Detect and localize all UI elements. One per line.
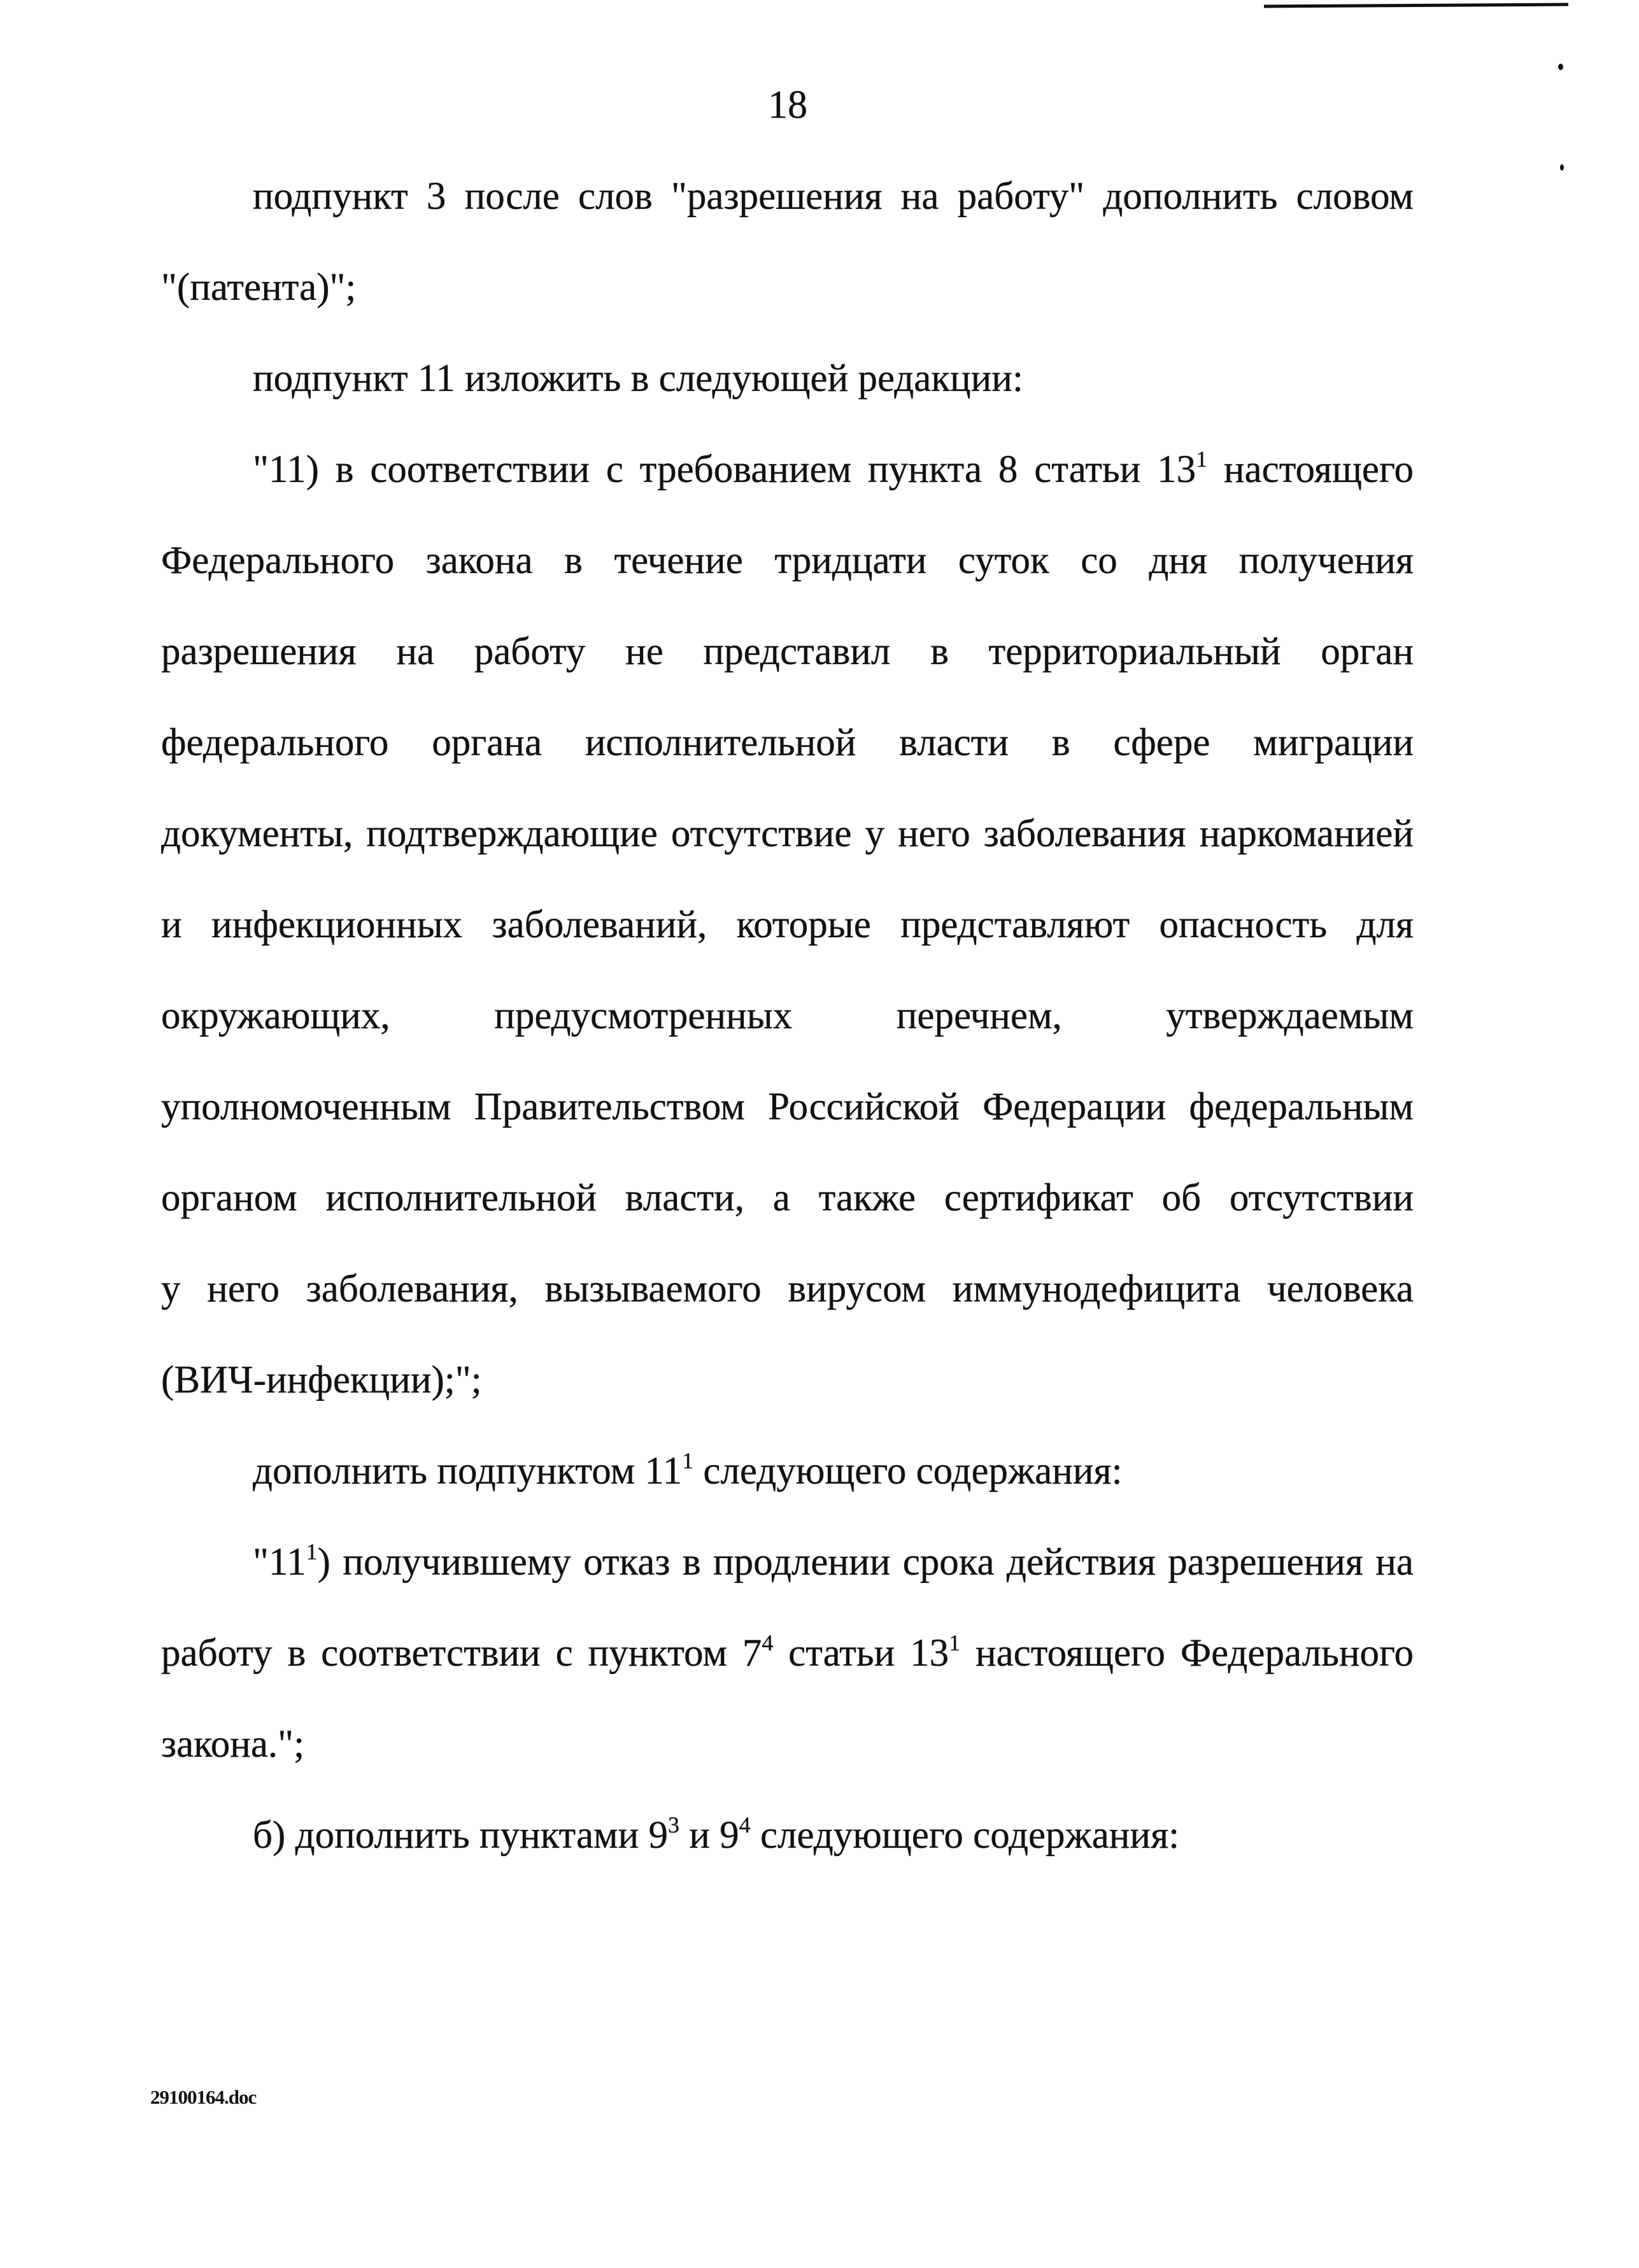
text-segment: (ВИЧ-инфекции);";: [161, 1359, 482, 1401]
text-segment: и 9: [679, 1814, 739, 1857]
text-segment: настоящего: [1207, 448, 1414, 491]
superscript: 1: [949, 1630, 961, 1655]
text-line: [161, 333, 1414, 424]
text-segment: ) получившему отказ в продлении срока действия разрешения на: [317, 1541, 1414, 1584]
superscript: 1: [682, 1448, 694, 1473]
text-segment: органом исполнительной власти, а также сертификат об отсутствии: [161, 1177, 1414, 1219]
scan-edge-line: [1264, 3, 1568, 8]
text-line: [161, 1152, 1414, 1244]
text-segment: закона.";: [161, 1723, 305, 1766]
text-line: [161, 1244, 1414, 1335]
document-body: [161, 151, 1414, 1881]
text-segment: документы, подтверждающие отсутствие у него заболевания наркоманией: [161, 812, 1414, 855]
text-segment: "11: [253, 1541, 306, 1584]
text-segment: и инфекционных заболеваний, которые представляют опасность для: [161, 904, 1414, 946]
scan-speck: [1560, 164, 1564, 171]
text-line: [161, 1608, 1414, 1699]
text-segment: "11) в соответствии с требованием пункта 8 статьи 13: [253, 448, 1196, 491]
text-line: [161, 515, 1414, 606]
text-line: [161, 1790, 1414, 1881]
text-segment: Федерального закона в течение тридцати суток со дня получения: [161, 539, 1414, 582]
text-segment: следующего содержания:: [693, 1450, 1123, 1492]
text-line: [161, 242, 1414, 333]
text-segment: у него заболевания, вызываемого вирусом иммунодефицита человека: [161, 1268, 1414, 1310]
superscript: 4: [739, 1812, 751, 1838]
text-segment: статьи 13: [773, 1632, 949, 1675]
text-line: [161, 970, 1414, 1061]
superscript: 1: [306, 1539, 318, 1564]
text-segment: уполномоченным Правительством Российской Федерации федеральным: [161, 1086, 1414, 1128]
text-segment: настоящего Федерального: [960, 1632, 1414, 1675]
text-line: [161, 1061, 1414, 1152]
scan-speck: [1558, 64, 1563, 70]
text-segment: работу в соответствии с пунктом 7: [161, 1632, 762, 1675]
text-line: [161, 151, 1414, 242]
text-line: [161, 697, 1414, 788]
page-number: 18: [768, 83, 807, 127]
text-segment: дополнить подпунктом 11: [253, 1450, 683, 1492]
text-line: [161, 424, 1414, 515]
text-line: [161, 788, 1414, 879]
text-line: [161, 1335, 1414, 1426]
text-line: [161, 879, 1414, 970]
text-segment: федерального органа исполнительной власти в сфере миграции: [161, 721, 1414, 764]
text-line: [161, 1426, 1414, 1517]
text-segment: "(патента)";: [161, 266, 357, 309]
text-segment: подпункт 11 изложить в следующей редакции:: [253, 357, 1023, 400]
text-segment: разрешения на работу не представил в территориальный орган: [161, 630, 1414, 673]
footer-filename: 29100164.doc: [150, 2086, 257, 2108]
text-line: [161, 1699, 1414, 1790]
text-segment: окружающих, предусмотренных перечнем, утверждаемым: [161, 995, 1414, 1037]
text-segment: подпункт 3 после слов "разрешения на работу" дополнить словом: [253, 175, 1414, 218]
text-line: [161, 606, 1414, 697]
text-segment: следующего содержания:: [750, 1814, 1180, 1857]
superscript: 3: [668, 1812, 680, 1838]
text-line: [161, 1517, 1414, 1608]
superscript: 4: [762, 1630, 774, 1655]
text-segment: б) дополнить пунктами 9: [253, 1814, 669, 1857]
superscript: 1: [1196, 446, 1208, 472]
